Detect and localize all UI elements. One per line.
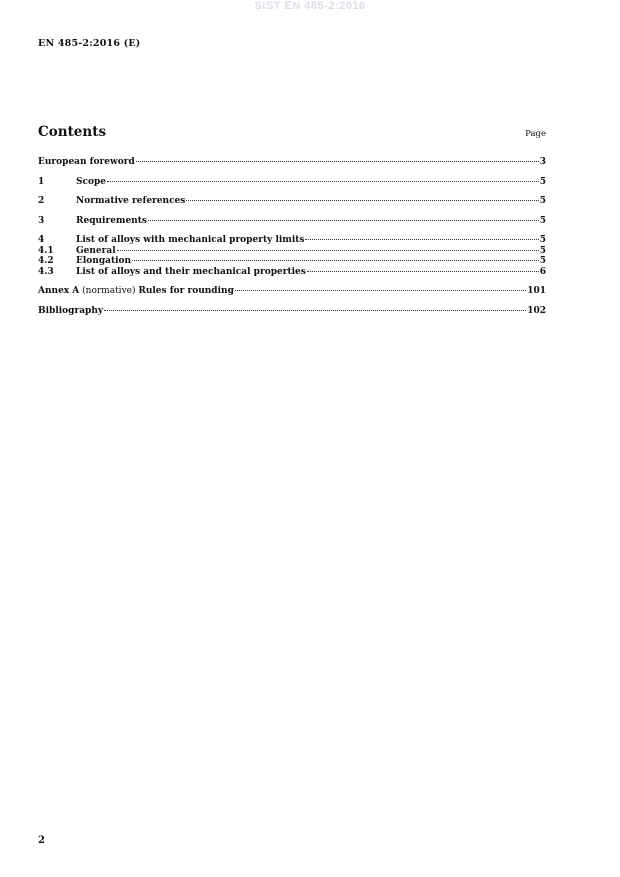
toc-entry-page: 6 — [539, 266, 546, 277]
toc-dot-leader — [305, 239, 538, 240]
toc-dot-leader — [148, 220, 539, 221]
toc-entry-page: 5 — [539, 176, 546, 187]
toc-dot-leader — [136, 161, 539, 162]
toc-entry[interactable] — [38, 196, 546, 207]
toc-entry-title: List of alloys with mechanical property limits — [76, 235, 305, 245]
toc-entry[interactable] — [38, 286, 546, 297]
document-id: EN 485-2:2016 (E) — [38, 38, 141, 49]
toc-entry-number: 4 — [38, 235, 45, 245]
toc-dot-leader — [117, 250, 539, 251]
toc-dot-leader — [132, 260, 539, 261]
toc-dot-leader — [235, 290, 526, 291]
toc-entry-title: General — [76, 245, 116, 256]
toc-entry[interactable] — [38, 177, 546, 188]
toc-entry-page: 5 — [539, 215, 546, 226]
toc-entry[interactable] — [38, 235, 546, 246]
toc-entry-page: 5 — [539, 256, 546, 266]
toc-entry-title: European foreword — [38, 157, 135, 167]
toc-entry-title: Elongation — [76, 256, 132, 266]
toc-entry-page: 101 — [527, 286, 546, 296]
toc-dot-leader — [186, 200, 538, 201]
toc-entry[interactable] — [38, 216, 546, 227]
toc-entry-number: 4.3 — [38, 266, 54, 277]
toc-entry[interactable] — [38, 246, 546, 257]
toc-entry-page: 5 — [539, 196, 546, 206]
toc-entry-number: 1 — [38, 176, 45, 187]
toc-entry[interactable] — [38, 256, 546, 267]
toc-entry-page: 102 — [527, 305, 546, 316]
toc-entry-title: List of alloys and their mechanical properties — [76, 266, 306, 277]
toc-entry-title: Scope — [76, 176, 107, 187]
toc-entry-number: 2 — [38, 196, 45, 206]
toc-entry-title: Bibliography — [38, 305, 104, 316]
toc-entry-page: 5 — [539, 245, 546, 256]
toc-entry-title: Annex A (normative) Rules for rounding — [38, 286, 234, 296]
toc-entry-number: 4.2 — [38, 256, 54, 266]
toc-entry-title: Normative references — [76, 196, 186, 206]
toc-entry-page: 3 — [539, 157, 546, 167]
toc-entry-number: 4.1 — [38, 245, 54, 256]
page-number: 2 — [38, 835, 45, 846]
toc-entry[interactable] — [38, 306, 546, 317]
toc-entry[interactable] — [38, 157, 546, 168]
contents-heading: Contents — [38, 124, 107, 140]
toc-entry-title: Requirements — [76, 215, 147, 226]
page-column-label: Page — [525, 129, 546, 139]
toc-dot-leader — [104, 310, 526, 311]
toc-entry-number: 3 — [38, 215, 45, 226]
toc-dot-leader — [107, 181, 539, 182]
toc-entry-annex-type: (normative) — [79, 286, 139, 296]
watermark: SIST EN 485-2:2016 — [254, 0, 366, 12]
toc-dot-leader — [307, 271, 539, 272]
toc-entry-page: 5 — [539, 235, 546, 245]
toc-entry[interactable] — [38, 267, 546, 278]
table-of-contents — [38, 157, 546, 316]
